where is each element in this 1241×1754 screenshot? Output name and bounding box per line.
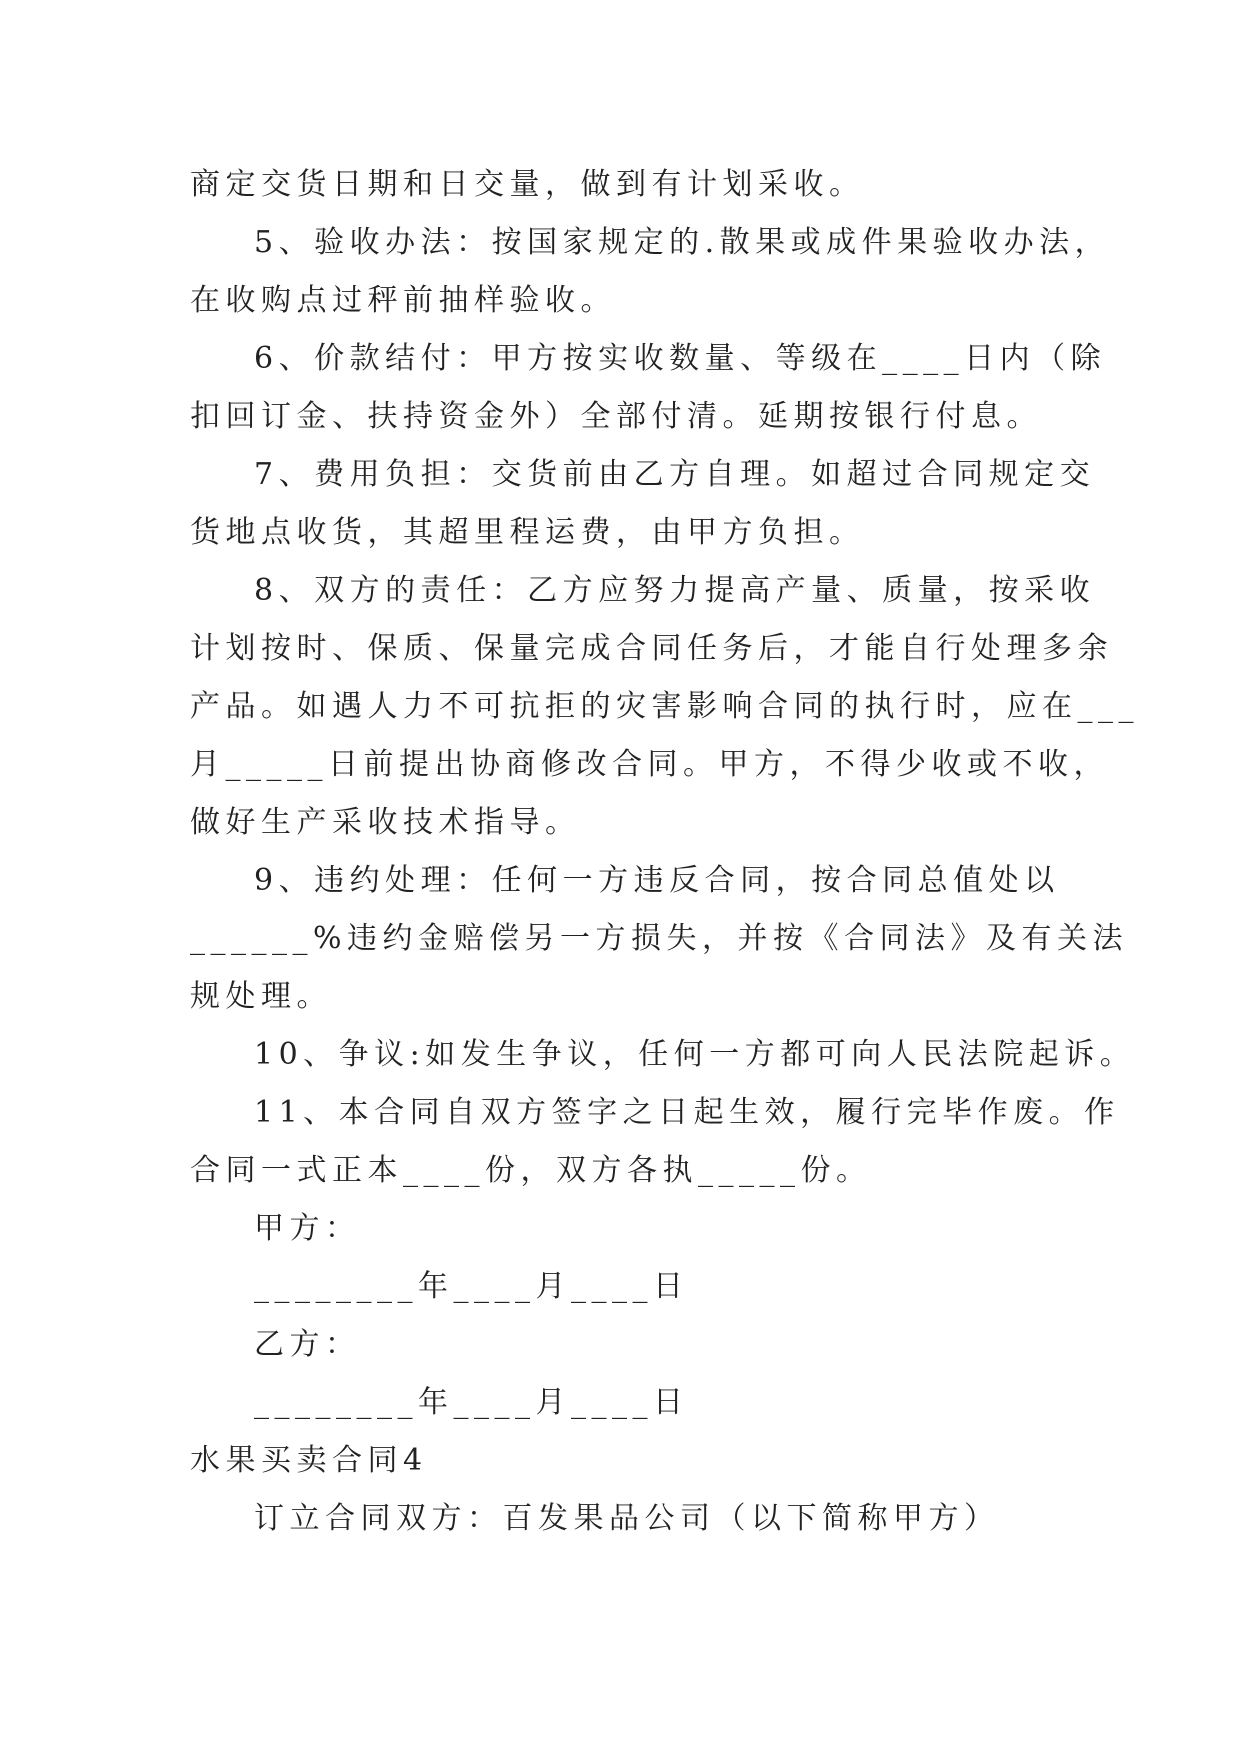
text-line: 产品。如遇人力不可抗拒的灾害影响合同的执行时，应在___ [190,689,1139,724]
text-line: 做好生产采收技术指导。 [190,805,581,840]
text-line: 8、双方的责任：乙方应努力提高产量、质量，按采收 [254,573,1096,608]
text-line: 10、争议:如发生争议，任何一方都可向人民法院起诉。 [254,1037,1136,1072]
text-line: 9、违约处理：任何一方违反合同，按合同总值处以 [254,863,1060,898]
text-line: 商定交货日期和日交量，做到有计划采收。 [190,167,865,202]
section-title: 水果买卖合同4 [190,1443,428,1478]
text-line: ______%违约金赔偿另一方损失，并按《合同法》及有关法 [190,921,1129,956]
text-line: 月_____日前提出协商修改合同。甲方，不得少收或不收， [190,747,1109,782]
text-line: 7、费用负担：交货前由乙方自理。如超过合同规定交 [254,457,1096,492]
text-line: 订立合同双方：百发果品公司（以下简称甲方） [254,1501,1000,1536]
text-line: 货地点收货，其超里程运费，由甲方负担。 [190,515,865,550]
text-line: 11、本合同自双方签字之日起生效，履行完毕作废。作 [254,1095,1120,1130]
text-line: 计划按时、保质、保量完成合同任务后，才能自行处理多余 [190,631,1113,666]
document-body [190,156,1139,1548]
text-line: 5、验收办法：按国家规定的.散果或成件果验收办法， [254,225,1111,260]
signature-date-line: ________年____月____日 [254,1385,689,1420]
signature-date-line: ________年____月____日 [254,1269,689,1304]
text-line: 扣回订金、扶持资金外）全部付清。延期按银行付息。 [190,399,1042,434]
signature-party-b-label: 乙方： [254,1327,361,1362]
text-line: 规处理。 [190,979,332,1014]
text-line: 合同一式正本____份，双方各执_____份。 [190,1153,872,1188]
signature-party-a-label: 甲方： [254,1211,361,1246]
text-line: 6、价款结付：甲方按实收数量、等级在____日内（除 [254,341,1107,376]
text-line: 在收购点过秤前抽样验收。 [190,283,616,318]
